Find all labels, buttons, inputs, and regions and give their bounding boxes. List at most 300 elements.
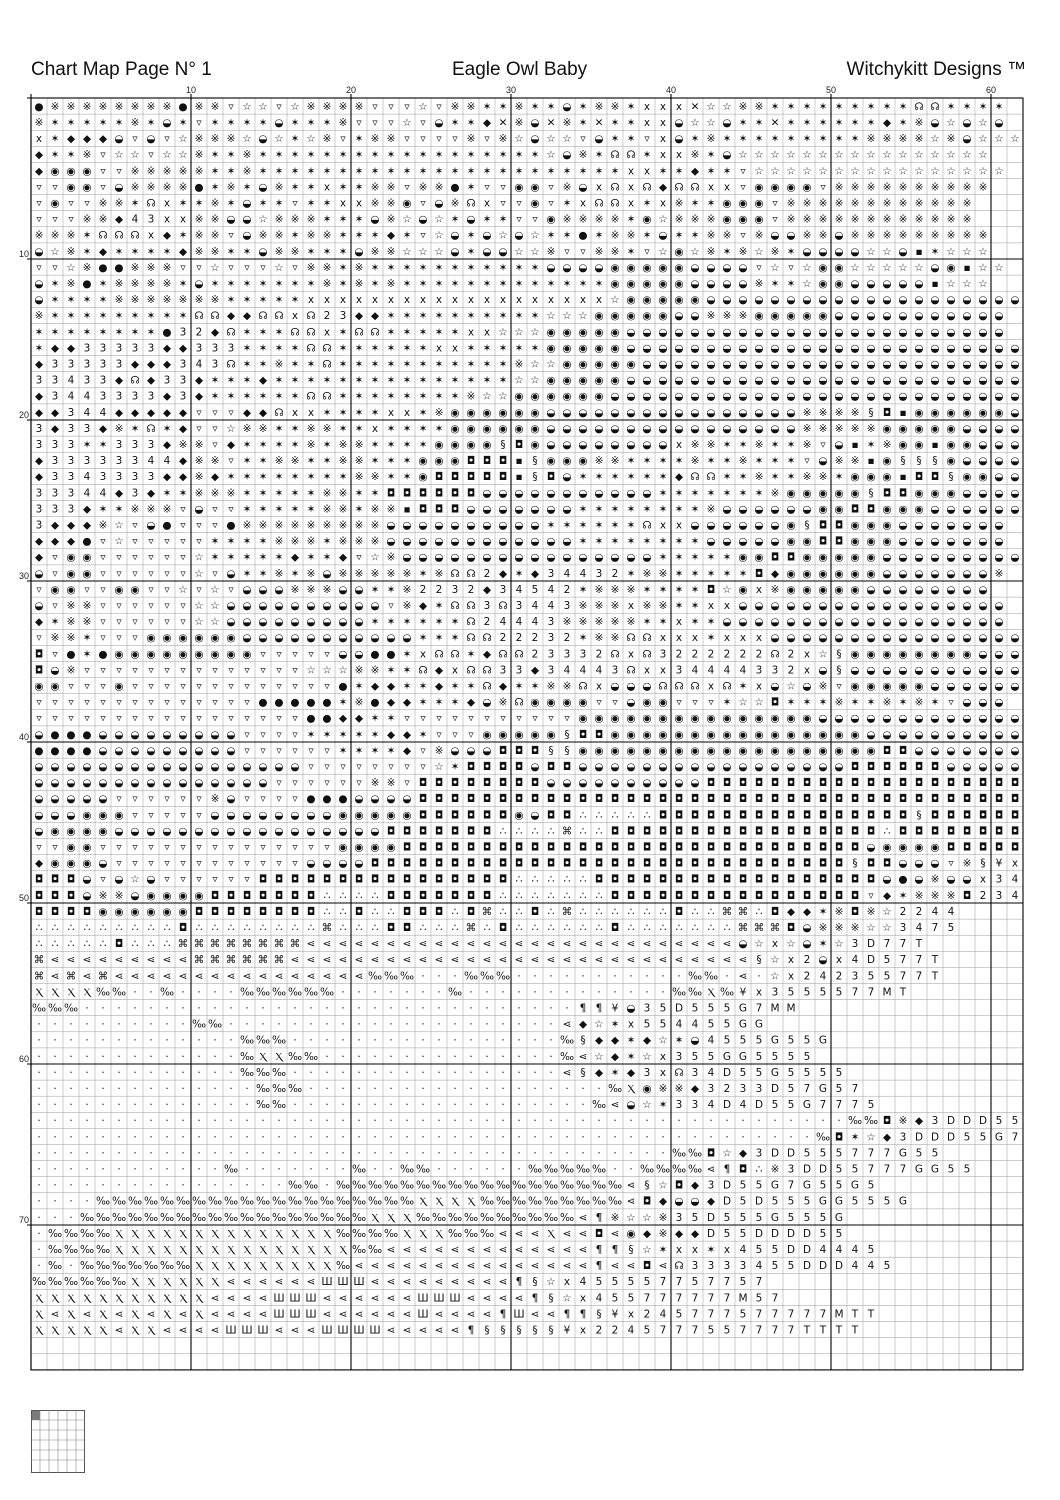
stitch-symbol: ∴ — [531, 873, 539, 886]
stitch-symbol: · — [389, 1099, 393, 1112]
stitch-symbol: ◒ — [210, 777, 220, 790]
stitch-symbol: 2 — [611, 1324, 619, 1337]
stitch-symbol: 5 — [819, 986, 827, 999]
stitch-symbol: ◒ — [818, 632, 828, 645]
stitch-symbol: 5 — [707, 1050, 715, 1063]
stitch-symbol: G — [770, 1179, 780, 1192]
stitch-symbol: ◘ — [450, 841, 460, 854]
stitch-symbol: ☊ — [274, 406, 284, 419]
stitch-symbol: ◘ — [578, 728, 588, 741]
stitch-symbol: Ш — [305, 1292, 317, 1305]
stitch-symbol: ✶ — [658, 551, 668, 564]
stitch-symbol: ✶ — [690, 583, 700, 596]
stitch-symbol: ‰ — [271, 1099, 287, 1112]
stitch-symbol: ◘ — [514, 777, 524, 790]
stitch-symbol: ✶ — [322, 116, 332, 129]
stitch-symbol: ▿ — [180, 857, 186, 870]
stitch-symbol: ▿ — [84, 680, 90, 693]
stitch-symbol: ※ — [706, 310, 716, 323]
stitch-symbol: ✶ — [418, 149, 428, 162]
stitch-symbol: ‰ — [399, 970, 415, 983]
stitch-symbol: ✶ — [354, 165, 364, 178]
stitch-symbol: ⋖ — [434, 1308, 444, 1321]
stitch-symbol: x — [483, 326, 491, 339]
stitch-symbol: ◘ — [610, 857, 620, 870]
stitch-symbol: 7 — [771, 1324, 779, 1337]
stitch-symbol: ◒ — [274, 760, 284, 773]
stitch-symbol: 3 — [67, 358, 75, 371]
stitch-symbol: · — [549, 986, 553, 999]
stitch-symbol: ⌘ — [209, 954, 221, 967]
stitch-symbol: ◒ — [1010, 744, 1020, 757]
stitch-symbol: ✶ — [146, 245, 156, 258]
stitch-symbol: · — [85, 1066, 89, 1079]
stitch-symbol: ◒ — [818, 712, 828, 725]
stitch-symbol: · — [165, 1034, 169, 1047]
stitch-symbol: ✶ — [354, 181, 364, 194]
stitch-symbol: ※ — [210, 133, 220, 146]
stitch-symbol: ☊ — [466, 599, 476, 612]
stitch-symbol: ◆ — [386, 728, 396, 741]
stitch-symbol: ◉ — [82, 825, 92, 838]
stitch-symbol: ▿ — [756, 261, 762, 274]
stitch-symbol: ‰ — [607, 1195, 623, 1208]
stitch-symbol: ▿ — [276, 712, 282, 725]
stitch-symbol: ✶ — [66, 294, 76, 307]
stitch-symbol: ◘ — [658, 793, 668, 806]
stitch-symbol: ◒ — [466, 503, 476, 516]
stitch-symbol: ‰ — [223, 1163, 239, 1176]
stitch-symbol: · — [581, 1131, 585, 1144]
stitch-symbol: ◒ — [418, 551, 428, 564]
stitch-symbol: ‰ — [415, 1179, 431, 1192]
stitch-symbol: ● — [98, 648, 108, 661]
stitch-symbol: · — [309, 1066, 313, 1079]
stitch-symbol: ◆ — [402, 728, 412, 741]
stitch-symbol: x — [531, 294, 539, 307]
stitch-symbol: § — [548, 744, 554, 757]
stitch-symbol: ✶ — [450, 616, 460, 629]
stitch-symbol: ✶ — [402, 438, 412, 451]
stitch-symbol: ◘ — [482, 857, 492, 870]
stitch-symbol: ✶ — [498, 261, 508, 274]
stitch-symbol: Ⲭ — [387, 1211, 395, 1224]
stitch-symbol: 3 — [675, 1099, 683, 1112]
stitch-symbol: ◒ — [610, 438, 620, 451]
stitch-symbol: · — [549, 1131, 553, 1144]
stitch-symbol: ◉ — [66, 551, 76, 564]
stitch-symbol: ◘ — [674, 841, 684, 854]
stitch-symbol: · — [101, 1115, 105, 1128]
stitch-symbol: ◘ — [722, 777, 732, 790]
stitch-symbol: ∴ — [707, 905, 715, 918]
stitch-symbol: Ш — [353, 1324, 365, 1337]
stitch-symbol: · — [277, 1018, 281, 1031]
stitch-symbol: · — [213, 1066, 217, 1079]
stitch-symbol: ※ — [610, 455, 620, 468]
stitch-symbol: ✶ — [306, 165, 316, 178]
stitch-symbol: ◘ — [562, 841, 572, 854]
stitch-symbol: ‰ — [255, 1099, 271, 1112]
stitch-symbol: ✶ — [850, 100, 860, 113]
stitch-symbol: · — [197, 1050, 201, 1063]
stitch-symbol: G — [994, 1131, 1004, 1144]
stitch-symbol: ✶ — [242, 342, 252, 355]
stitch-symbol: ▿ — [180, 616, 186, 629]
stitch-symbol: ✶ — [34, 326, 44, 339]
stitch-symbol: ‰ — [303, 1195, 319, 1208]
stitch-symbol: · — [533, 986, 537, 999]
stitch-symbol: ※ — [322, 487, 332, 500]
stitch-symbol: ◒ — [482, 245, 492, 258]
stitch-symbol: 4 — [707, 1034, 715, 1047]
stitch-symbol: ‰ — [431, 1211, 447, 1224]
stitch-symbol: 3 — [611, 664, 619, 677]
stitch-symbol: ※ — [562, 181, 572, 194]
stitch-symbol: ▿ — [116, 567, 122, 580]
stitch-symbol: ✶ — [578, 116, 588, 129]
stitch-symbol: 4 — [819, 1243, 827, 1256]
stitch-symbol: ▿ — [68, 680, 74, 693]
stitch-symbol: ※ — [290, 213, 300, 226]
stitch-symbol: Ш — [353, 1276, 365, 1289]
stitch-symbol: ▿ — [148, 857, 154, 870]
stitch-symbol: ※ — [450, 100, 460, 113]
stitch-symbol: 4 — [1011, 889, 1019, 902]
stitch-symbol: ※ — [610, 616, 620, 629]
stitch-symbol: ◒ — [946, 390, 956, 403]
stitch-symbol: ✶ — [386, 326, 396, 339]
stitch-symbol: ⋖ — [226, 970, 236, 983]
stitch-symbol: · — [325, 1099, 329, 1112]
stitch-symbol: ✶ — [834, 100, 844, 113]
stitch-symbol: ◆ — [162, 390, 172, 403]
stitch-symbol: 2 — [915, 905, 923, 918]
stitch-symbol: ▿ — [164, 793, 170, 806]
stitch-symbol: 4 — [835, 1243, 843, 1256]
stitch-symbol: ◒ — [626, 326, 636, 339]
stitch-symbol: ✶ — [338, 326, 348, 339]
stitch-symbol: ☆ — [594, 1050, 604, 1063]
stitch-symbol: ※ — [354, 535, 364, 548]
stitch-symbol: ✶ — [530, 149, 540, 162]
stitch-symbol: ✶ — [706, 567, 716, 580]
stitch-symbol: ∴ — [547, 905, 555, 918]
stitch-symbol: ☆ — [642, 1243, 652, 1256]
stitch-symbol: · — [293, 1147, 297, 1160]
stitch-symbol: ◘ — [418, 873, 428, 886]
stitch-symbol: ◒ — [370, 632, 380, 645]
stitch-symbol: ◉ — [66, 583, 76, 596]
stitch-symbol: ✶ — [418, 438, 428, 451]
stitch-symbol: · — [309, 1082, 313, 1095]
stitch-symbol: ◒ — [514, 503, 524, 516]
stitch-symbol: ◉ — [786, 487, 796, 500]
stitch-symbol: ◒ — [962, 696, 972, 709]
stitch-symbol: ◘ — [770, 551, 780, 564]
stitch-symbol: x — [755, 583, 763, 596]
stitch-symbol: ⋖ — [322, 970, 332, 983]
stitch-symbol: ▿ — [244, 873, 250, 886]
stitch-symbol: ◘ — [290, 873, 300, 886]
stitch-symbol: ◒ — [562, 777, 572, 790]
stitch-symbol: · — [325, 1002, 329, 1015]
stitch-symbol: Ⲭ — [179, 1243, 187, 1256]
stitch-symbol: ◘ — [418, 809, 428, 822]
stitch-symbol: ☆ — [706, 116, 716, 129]
stitch-symbol: ✶ — [98, 310, 108, 323]
stitch-symbol: ✶ — [722, 471, 732, 484]
stitch-symbol: ✶ — [850, 1131, 860, 1144]
stitch-symbol: 7 — [915, 970, 923, 983]
stitch-symbol: ※ — [50, 100, 60, 113]
stitch-symbol: 4 — [851, 1243, 859, 1256]
stitch-symbol: ◉ — [882, 535, 892, 548]
stitch-symbol: ◒ — [642, 760, 652, 773]
stitch-symbol: ◉ — [658, 277, 668, 290]
stitch-symbol: ◘ — [850, 905, 860, 918]
stitch-symbol: ◒ — [978, 696, 988, 709]
stitch-symbol: · — [69, 1211, 73, 1224]
stitch-symbol: ◘ — [786, 889, 796, 902]
stitch-symbol: ‰ — [271, 1082, 287, 1095]
stitch-symbol: ※ — [898, 197, 908, 210]
stitch-symbol: ◉ — [626, 358, 636, 371]
stitch-symbol: ◒ — [706, 760, 716, 773]
stitch-symbol: ◒ — [210, 744, 220, 757]
row-number-label: 30 — [18, 571, 29, 581]
stitch-symbol: ▿ — [388, 116, 394, 129]
stitch-symbol: ◒ — [994, 326, 1004, 339]
column-number-label: 40 — [665, 85, 677, 95]
stitch-symbol: 3 — [675, 1211, 683, 1224]
stitch-symbol: G — [914, 1163, 924, 1176]
stitch-symbol: ◘ — [834, 825, 844, 838]
stitch-symbol: 4 — [707, 664, 715, 677]
stitch-symbol: ◒ — [194, 277, 204, 290]
stitch-symbol: · — [437, 1034, 441, 1047]
stitch-symbol: ✶ — [514, 261, 524, 274]
stitch-symbol: D — [946, 1131, 956, 1144]
stitch-symbol: ※ — [114, 889, 124, 902]
stitch-symbol: ◒ — [674, 374, 684, 387]
stitch-symbol: ✶ — [482, 310, 492, 323]
stitch-symbol: ◒ — [786, 374, 796, 387]
stitch-symbol: · — [85, 1195, 89, 1208]
stitch-symbol: ※ — [706, 213, 716, 226]
stitch-symbol: ✶ — [66, 116, 76, 129]
stitch-symbol: · — [165, 1115, 169, 1128]
stitch-symbol: 3 — [995, 873, 1003, 886]
stitch-symbol: ◆ — [418, 599, 428, 612]
stitch-symbol: · — [53, 1099, 57, 1112]
stitch-symbol: · — [293, 1163, 297, 1176]
stitch-symbol: · — [309, 1131, 313, 1144]
stitch-symbol: ‰ — [79, 1243, 95, 1256]
stitch-symbol: ▿ — [228, 696, 234, 709]
stitch-symbol: ∴ — [627, 905, 635, 918]
stitch-symbol: ※ — [706, 133, 716, 146]
stitch-symbol: ◘ — [834, 535, 844, 548]
stitch-symbol: ✶ — [370, 261, 380, 274]
stitch-symbol: 4 — [691, 664, 699, 677]
stitch-symbol: 3 — [115, 390, 123, 403]
stitch-symbol: ◉ — [770, 728, 780, 741]
stitch-symbol: ◘ — [626, 857, 636, 870]
stitch-symbol: · — [581, 1115, 585, 1128]
stitch-symbol: ◘ — [482, 455, 492, 468]
stitch-symbol: ⌘ — [209, 938, 221, 951]
stitch-symbol: x — [163, 213, 171, 226]
stitch-symbol: ▿ — [404, 712, 410, 725]
stitch-symbol: ☆ — [722, 583, 732, 596]
stitch-symbol: ※ — [114, 294, 124, 307]
stitch-symbol: · — [165, 1082, 169, 1095]
stitch-symbol: ✶ — [402, 471, 412, 484]
stitch-symbol: ▿ — [132, 696, 138, 709]
stitch-symbol: ※ — [162, 100, 172, 113]
stitch-symbol: ‰ — [127, 1195, 143, 1208]
stitch-symbol: ※ — [658, 567, 668, 580]
stitch-symbol: ※ — [146, 294, 156, 307]
stitch-symbol: ◉ — [98, 825, 108, 838]
stitch-symbol: ◒ — [930, 632, 940, 645]
stitch-symbol: ▿ — [196, 519, 202, 532]
stitch-symbol: ⋖ — [466, 1243, 476, 1256]
stitch-symbol: ☆ — [434, 213, 444, 226]
stitch-symbol: ◒ — [50, 793, 60, 806]
stitch-symbol: ✶ — [482, 213, 492, 226]
stitch-symbol: § — [868, 406, 874, 419]
stitch-symbol: ◘ — [498, 793, 508, 806]
stitch-symbol: ‰ — [303, 986, 319, 999]
stitch-symbol: Ⲭ — [99, 1308, 107, 1321]
stitch-symbol: · — [69, 1195, 73, 1208]
stitch-symbol: ◆ — [354, 310, 364, 323]
stitch-symbol: ◒ — [658, 326, 668, 339]
stitch-symbol: ⋖ — [546, 1243, 556, 1256]
stitch-symbol: 7 — [755, 1276, 763, 1289]
stitch-symbol: ◆ — [50, 535, 60, 548]
stitch-symbol: ✶ — [482, 165, 492, 178]
stitch-symbol: ◘ — [418, 487, 428, 500]
stitch-symbol: ▿ — [260, 728, 266, 741]
stitch-symbol: ◒ — [466, 535, 476, 548]
stitch-symbol: ◒ — [594, 133, 604, 146]
stitch-symbol: · — [613, 970, 617, 983]
stitch-symbol: ▿ — [260, 261, 266, 274]
stitch-symbol: Ⲭ — [83, 1292, 91, 1305]
stitch-symbol: ◒ — [978, 712, 988, 725]
stitch-symbol: ✶ — [210, 535, 220, 548]
stitch-symbol: ※ — [322, 229, 332, 242]
stitch-symbol: ◆ — [114, 374, 124, 387]
stitch-symbol: ✶ — [226, 165, 236, 178]
stitch-symbol: 4 — [755, 1260, 763, 1273]
stitch-symbol: ※ — [562, 680, 572, 693]
stitch-symbol: ∴ — [883, 825, 891, 838]
stitch-symbol: ☊ — [450, 599, 460, 612]
stitch-symbol: ◘ — [370, 857, 380, 870]
stitch-symbol: ✶ — [386, 342, 396, 355]
stitch-symbol: ◒ — [354, 599, 364, 612]
stitch-symbol: ✶ — [434, 422, 444, 435]
stitch-symbol: 5 — [851, 1163, 859, 1176]
stitch-symbol: ◒ — [786, 599, 796, 612]
stitch-symbol: 3 — [35, 487, 43, 500]
stitch-symbol: ◒ — [978, 760, 988, 773]
stitch-symbol: Ш — [225, 1324, 237, 1337]
stitch-symbol: ✶ — [802, 133, 812, 146]
stitch-symbol: ◉ — [866, 551, 876, 564]
stitch-symbol: ☆ — [738, 696, 748, 709]
stitch-symbol: ※ — [114, 422, 124, 435]
stitch-symbol: ⋖ — [546, 954, 556, 967]
stitch-symbol: ✶ — [274, 294, 284, 307]
stitch-symbol: ⋖ — [562, 1243, 572, 1256]
stitch-symbol: ◘ — [514, 793, 524, 806]
stitch-symbol: x — [659, 632, 667, 645]
stitch-symbol: ◒ — [802, 374, 812, 387]
stitch-symbol: · — [373, 1163, 377, 1176]
stitch-symbol: ▿ — [548, 181, 554, 194]
stitch-symbol: ◉ — [162, 632, 172, 645]
stitch-symbol: 3 — [51, 503, 59, 516]
stitch-symbol: ‰ — [95, 1227, 111, 1240]
stitch-symbol: ◉ — [178, 632, 188, 645]
stitch-symbol: ◒ — [818, 455, 828, 468]
stitch-symbol: · — [197, 1179, 201, 1192]
stitch-symbol: ✶ — [130, 245, 140, 258]
stitch-symbol: ※ — [898, 133, 908, 146]
stitch-symbol: · — [421, 1099, 425, 1112]
stitch-symbol: ☆ — [402, 116, 412, 129]
stitch-symbol: Ⲭ — [67, 1324, 75, 1337]
stitch-symbol: ◉ — [226, 648, 236, 661]
stitch-symbol: ◉ — [610, 261, 620, 274]
stitch-symbol: ‰ — [367, 1243, 383, 1256]
stitch-symbol: ◘ — [690, 825, 700, 838]
stitch-symbol: ◉ — [626, 1227, 636, 1240]
stitch-symbol: ⋖ — [338, 938, 348, 951]
stitch-symbol: ◘ — [466, 809, 476, 822]
stitch-symbol: ▿ — [452, 728, 458, 741]
stitch-symbol: ∴ — [131, 921, 139, 934]
stitch-symbol: · — [37, 1179, 41, 1192]
stitch-symbol: ◉ — [642, 261, 652, 274]
stitch-symbol: ▿ — [196, 422, 202, 435]
stitch-symbol: ☆ — [962, 277, 972, 290]
stitch-symbol: ◒ — [82, 889, 92, 902]
stitch-symbol: T — [931, 954, 939, 967]
stitch-symbol: ※ — [834, 422, 844, 435]
stitch-symbol: ✶ — [434, 261, 444, 274]
stitch-symbol: ⌘ — [769, 921, 781, 934]
stitch-symbol: ◉ — [914, 406, 924, 419]
stitch-symbol: ◉ — [786, 567, 796, 580]
stitch-symbol: ※ — [178, 438, 188, 451]
stitch-symbol: ▿ — [260, 712, 266, 725]
stitch-symbol: ✶ — [338, 342, 348, 355]
stitch-symbol: ◉ — [98, 809, 108, 822]
stitch-symbol: D — [834, 1260, 844, 1273]
stitch-symbol: ‰ — [47, 1227, 63, 1240]
stitch-symbol: ◒ — [898, 535, 908, 548]
stitch-symbol: ✶ — [114, 503, 124, 516]
stitch-symbol: ▿ — [340, 133, 346, 146]
stitch-symbol: ◒ — [818, 390, 828, 403]
stitch-symbol: ◘ — [722, 809, 732, 822]
